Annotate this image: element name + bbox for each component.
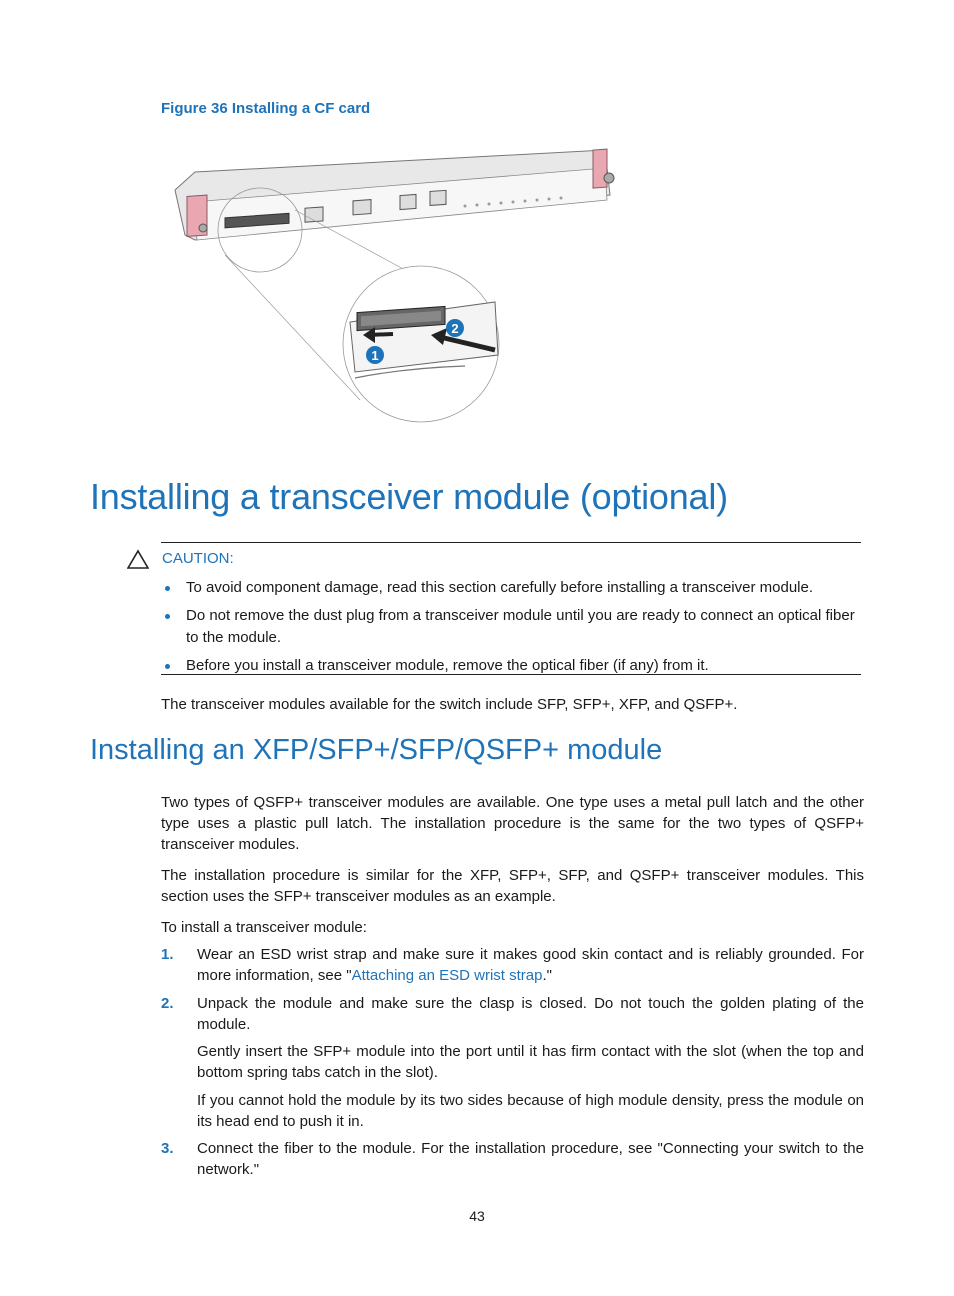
caution-top-rule <box>161 542 861 543</box>
screw-right <box>604 173 614 183</box>
page-number: 43 <box>469 1208 485 1224</box>
port-2 <box>353 200 371 215</box>
step-2-detail-insert: Gently insert the SFP+ module into the port until it has firm contact with the slot (when the top and bottom spring tabs catch in the slot). <box>197 1043 864 1081</box>
step-text: Connect the fiber to the module. For the installation procedure, see "Connecting your switch to the network." <box>197 1140 864 1178</box>
paragraph-qsfp-types: Two types of QSFP+ transceiver modules are available. One type uses a metal pull latch and the other type uses a plastic pull latch. The installation procedure is the same for the two types of QSFP+ transceiver modules. <box>161 794 864 853</box>
intro-paragraph: The transceiver modules available for the switch include SFP, SFP+, XFP, and QSFP+. <box>161 696 738 713</box>
list-item: Do not remove the dust plug from a transceiver module until you are ready to connect an optical fiber to the module. <box>161 605 866 649</box>
caution-label: CAUTION: <box>162 550 234 567</box>
step-2 <box>161 993 864 1035</box>
port-1 <box>305 207 323 222</box>
screw-left <box>199 224 207 232</box>
step-number: 2. <box>161 995 174 1012</box>
port-3 <box>400 194 416 209</box>
step-3 <box>161 1138 864 1180</box>
caution-triangle-icon <box>127 549 149 569</box>
caution-list <box>161 577 866 683</box>
step-1 <box>161 944 864 986</box>
step-text: Wear an ESD wrist strap and make sure it makes good skin contact and is reliably grounded. For more information, see " <box>197 946 864 984</box>
step-text-end: ." <box>542 967 552 984</box>
zoom-line-1 <box>225 255 360 400</box>
step-number: 1. <box>161 946 174 963</box>
right-ejector <box>593 149 607 188</box>
figure-caption: Figure 36 Installing a CF card <box>161 100 371 117</box>
procedure-steps <box>161 944 864 1180</box>
list-item: Before you install a transceiver module, remove the optical fiber (if any) from it. <box>161 655 866 677</box>
esd-wrist-strap-link[interactable]: Attaching an ESD wrist strap <box>351 967 543 984</box>
caution-bottom-rule <box>161 674 861 675</box>
step-text: Unpack the module and make sure the clasp is closed. Do not touch the golden plating of the module. <box>197 995 864 1033</box>
callout-1-label: 1 <box>371 348 379 363</box>
cf-card-installation-illustration <box>165 140 625 430</box>
subsection-title: Installing an XFP/SFP+/SFP/QSFP+ module <box>90 734 663 766</box>
section-title: Installing a transceiver module (optional) <box>90 476 728 517</box>
list-item: To avoid component damage, read this section carefully before installing a transceiver module. <box>161 577 866 599</box>
step-number: 3. <box>161 1140 174 1157</box>
paragraph-procedure-similar: The installation procedure is similar for the XFP, SFP+, SFP, and QSFP+ transceiver modules. This section uses the SFP+ transceiver modules as an example. <box>161 867 864 905</box>
step-2-detail-density: If you cannot hold the module by its two sides because of high module density, press the module on its head end to push it in. <box>197 1092 864 1130</box>
port-4 <box>430 190 446 205</box>
procedure-lead: To install a transceiver module: <box>161 919 367 936</box>
callout-2-label: 2 <box>451 321 459 336</box>
